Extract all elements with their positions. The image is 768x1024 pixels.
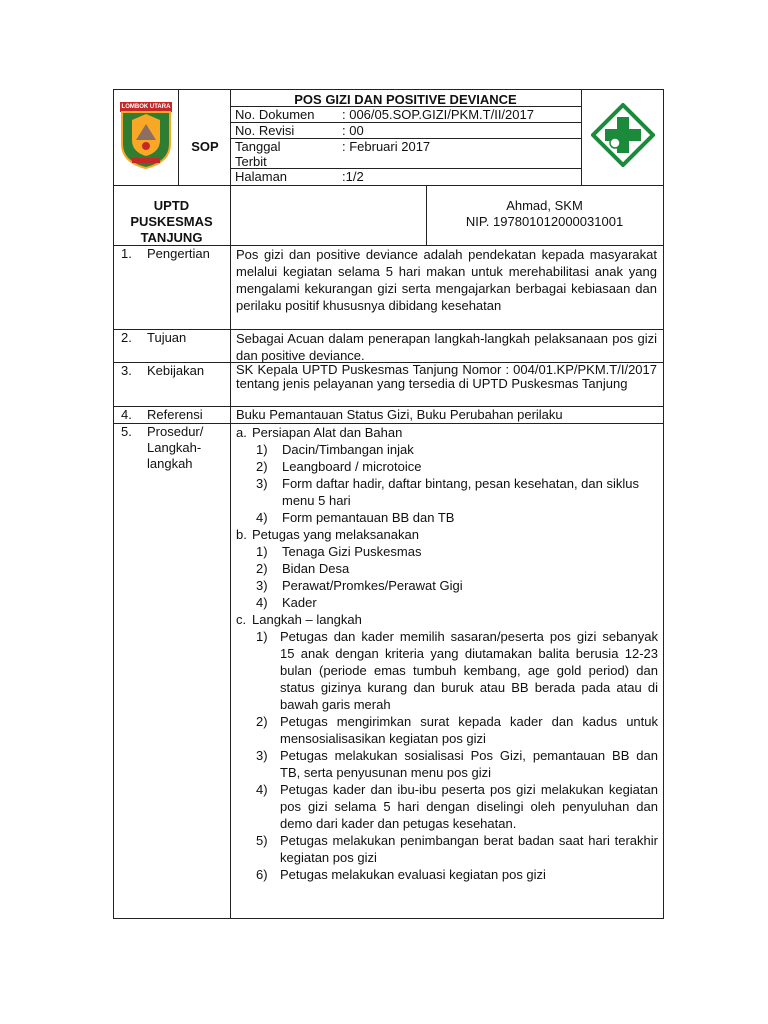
referensi-text: Buku Pemantauan Status Gizi, Buku Perubahan perilaku <box>236 407 563 422</box>
list-item: 2) Leangboard / microtoice <box>256 459 422 474</box>
field-halaman-label: Halaman <box>235 169 288 184</box>
list-item: 3) Petugas melakukan sosialisasi Pos Gizi, pemantauan BB dan TB, serta penyusunan menu pos gizi <box>256 748 658 780</box>
list-item: 6) Petugas melakukan evaluasi kegiatan pos gizi <box>256 867 546 882</box>
list-item: 1) Dacin/Timbangan injak <box>256 442 414 457</box>
field-tanggal-label: Tanggal Terbit <box>235 139 281 169</box>
procedure-a-heading: a. Persiapan Alat dan Bahan <box>236 425 403 440</box>
kebijakan-text: SK Kepala UPTD Puskesmas Tanjung Nomor : 004/01.KP/PKM.T/I/2017 tentang jenis pelayanan yang tersedia di UPTD Puskesmas Tanjung <box>236 362 657 391</box>
list-item: 3) Form daftar hadir, daftar bintang, pesan kesehatan, dan siklus menu 5 hari <box>256 476 639 508</box>
section-kebijakan-label: 3. Kebijakan <box>121 363 205 378</box>
puskesmas-logo <box>591 103 655 167</box>
section-pengertian-label: 1. Pengertian <box>121 246 210 261</box>
list-item: 4) Petugas kader dan ibu-ibu peserta pos gizi melakukan kegiatan pos gizi selama 5 hari dengan diselingi oleh penyuluhan dan demo dari kader dan petugas kesehatan. <box>256 782 658 831</box>
field-no-dokumen-label: No. Dokumen <box>235 107 315 122</box>
procedure-c-list <box>256 628 658 883</box>
procedure-content <box>236 424 658 883</box>
sop-label: SOP <box>191 139 219 154</box>
list-item: 4) Kader <box>256 595 317 610</box>
list-item: 1) Tenaga Gizi Puskesmas <box>256 544 422 559</box>
tujuan-text: Sebagai Acuan dalam penerapan langkah-langkah pelaksanaan pos gizi dan positive deviance. <box>236 331 657 363</box>
list-item: 4) Form pemantauan BB dan TB <box>256 510 455 525</box>
list-item: 2) Bidan Desa <box>256 561 350 576</box>
org-name <box>113 198 230 246</box>
field-tanggal-value: : Februari 2017 <box>342 139 431 154</box>
lombok-utara-logo <box>118 100 174 170</box>
org-name-line2: PUSKESMAS <box>130 214 213 229</box>
list-item: 3) Perawat/Promkes/Perawat Gigi <box>256 578 463 593</box>
logo-caption: LOMBOK UTARA <box>121 104 171 110</box>
document-title: POS GIZI DAN POSITIVE DEVIANCE <box>294 92 517 107</box>
field-no-dokumen-value: : 006/05.SOP.GIZI/PKM.T/II/2017 <box>342 107 534 122</box>
list-item: 1) Petugas dan kader memilih sasaran/peserta pos gizi sebanyak 15 anak dengan kriteria yang diutamakan balita berusia 12-23 bulan (periode emas tumbuh kembang, age gold period) dan status gizinya kurang dan buruk atau BB berada pada atau di bawah garis merah <box>256 629 658 712</box>
list-item: 5) Petugas melakukan penimbangan berat badan saat hari terakhir kegiatan pos gizi <box>256 833 658 865</box>
health-cross-icon <box>591 103 655 167</box>
field-no-revisi-label: No. Revisi <box>235 123 295 138</box>
procedure-a-list <box>256 441 658 526</box>
field-halaman-value: :1/2 <box>342 169 364 184</box>
procedure-b-heading: b. Petugas yang melaksanakan <box>236 527 419 542</box>
pengertian-text: Pos gizi dan positive deviance adalah pendekatan kepada masyarakat melalui kegiatan selama 5 hari makan untuk merehabilitasi anak yang mengalami kekurangan gizi serta mengajarkan berbagai kebiasaan dan perilaku positif khususnya dibidang kesehatan <box>236 247 657 313</box>
org-name-line1: UPTD <box>153 198 190 213</box>
procedure-b-list <box>256 543 658 611</box>
procedure-c-heading: c. Langkah – langkah <box>236 612 362 627</box>
field-no-revisi-value: : 00 <box>342 123 364 138</box>
list-item: 2) Petugas mengirimkan surat kepada kader dan kadus untuk mensosialisasikan kegiatan pos gizi <box>256 714 658 746</box>
signer-nip: NIP. 197801012000031001 <box>465 214 624 229</box>
signer-name: Ahmad, SKM <box>506 198 583 213</box>
section-tujuan-label: 2. Tujuan <box>121 330 187 345</box>
section-referensi-label: 4. Referensi <box>121 407 203 422</box>
org-name-line3: TANJUNG <box>140 230 203 245</box>
section-prosedur-label: 5. Prosedur/ Langkah- langkah <box>121 424 204 471</box>
